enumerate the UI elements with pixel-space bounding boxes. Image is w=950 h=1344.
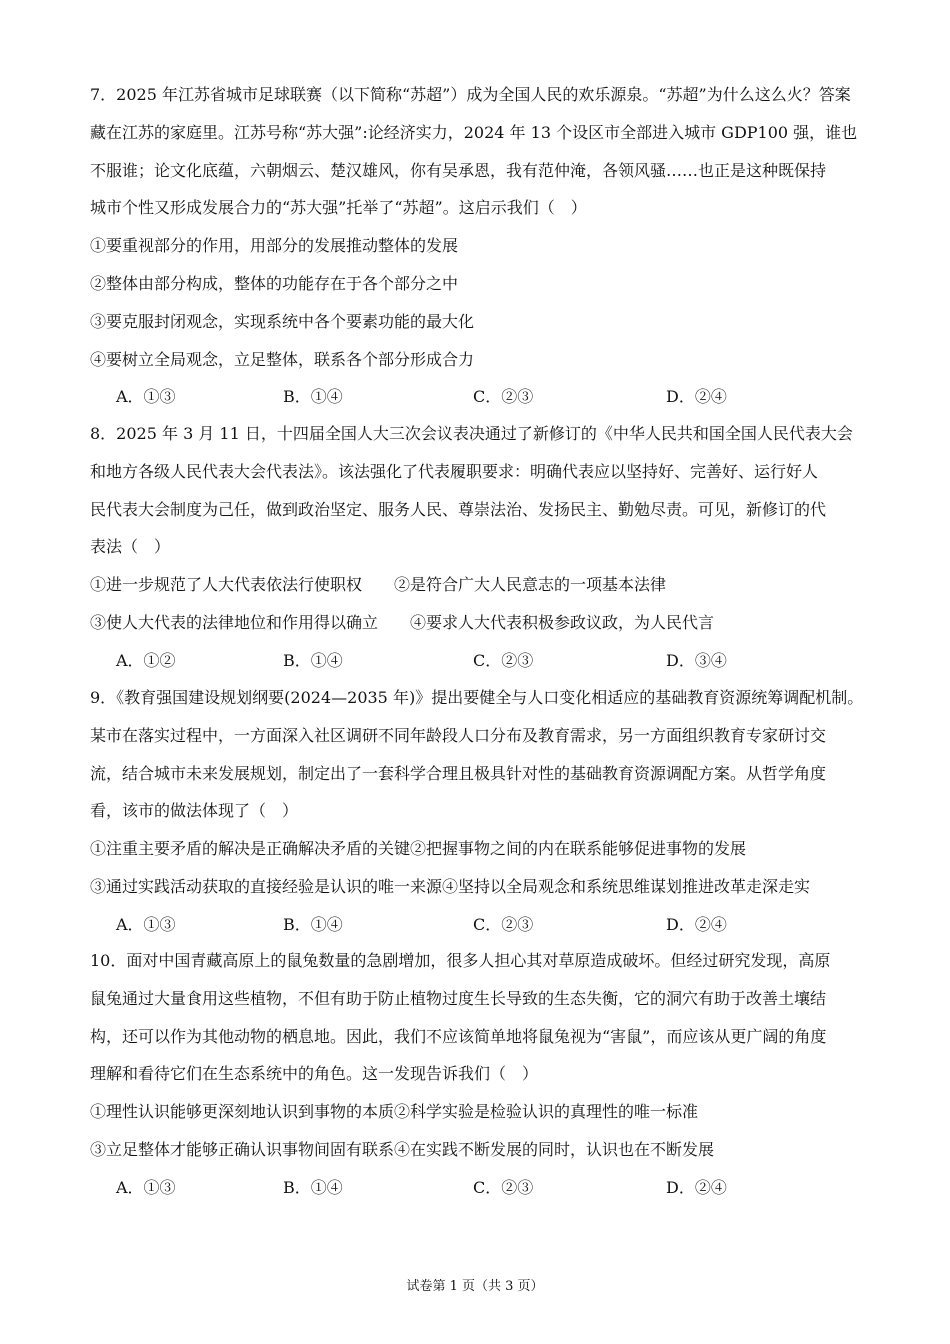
question-stem-line: 城市个性又形成发展合力的“苏大强”托举了“苏超”。这启示我们（ ） (90, 198, 587, 218)
statement-item: ③通过实践活动获取的直接经验是认识的唯一来源④坚持以全局观念和系统思维谋划推进改革走深走实 (90, 876, 811, 896)
statement-item: ③立足整体才能够正确认识事物间固有联系④在实践不断发展的同时，认识也在不断发展 (90, 1139, 715, 1159)
statement-item: ③要克服封闭观念，实现系统中各个要素功能的最大化 (90, 311, 475, 331)
question-7 (90, 76, 865, 416)
question-stem-line: 表法（ ） (90, 537, 171, 557)
question-9 (90, 679, 865, 944)
option-a[interactable]: A．①③ (116, 387, 176, 407)
question-stem-line: 10．面对中国青藏高原上的鼠兔数量的急剧增加，很多人担心其对草原造成破坏。但经过研究发现，高原 (90, 951, 831, 970)
option-a[interactable]: A．①② (116, 650, 176, 670)
statement-item: ①理性认识能够更深刻地认识到事物的本质②科学实验是检验认识的真理性的唯一标准 (90, 1102, 699, 1122)
statement-item: ④要树立全局观念，立足整体，联系各个部分形成合力 (90, 349, 475, 369)
answer-options (90, 378, 865, 416)
option-d[interactable]: D．③④ (666, 650, 727, 670)
option-a[interactable]: A．①③ (116, 914, 176, 934)
question-stem-line: 构，还可以作为其他动物的栖息地。因此，我们不应该简单地将鼠兔视为“害鼠”，而应该从更广阔的角度 (90, 1026, 827, 1046)
option-c[interactable]: C．②③ (473, 387, 534, 407)
option-c[interactable]: C．②③ (473, 1177, 534, 1197)
answer-options (90, 1169, 865, 1207)
statement-item: ①进一步规范了人大代表依法行使职权 ②是符合广大人民意志的一项基本法律 (90, 575, 667, 595)
question-10 (90, 942, 865, 1207)
question-stem-line: 藏在江苏的家庭里。江苏号称“苏大强”:论经济实力，2024 年 13 个设区市全部进入城市 GDP100 强，谁也 (90, 122, 858, 142)
question-stem-line: 和地方各级人民代表大会代表法》。该法强化了代表履职要求：明确代表应以坚持好、完善好、运行好人 (90, 461, 819, 481)
option-b[interactable]: B．①④ (283, 650, 343, 670)
question-stem-line: 7．2025 年江苏省城市足球联赛（以下简称“苏超”）成为全国人民的欢乐源泉。“苏超”为什么这么火？答案 (90, 85, 851, 104)
question-stem-line: 8．2025 年 3 月 11 日，十四届全国人大三次会议表决通过了新修订的《中华人民共和国全国人民代表大会 (90, 424, 853, 443)
option-d[interactable]: D．②④ (666, 914, 727, 934)
option-b[interactable]: B．①④ (283, 387, 343, 407)
question-stem-line: 理解和看待它们在生态系统中的角色。这一发现告诉我们（ ） (90, 1064, 539, 1084)
answer-options (90, 642, 865, 680)
statement-item: ②整体由部分构成，整体的功能存在于各个部分之中 (90, 273, 459, 293)
answer-options (90, 906, 865, 944)
option-b[interactable]: B．①④ (283, 1177, 343, 1197)
option-d[interactable]: D．②④ (666, 387, 727, 407)
question-stem-line: 鼠兔通过大量食用这些植物，不但有助于防止植物过度生长导致的生态失衡，它的洞穴有助于改善土壤结 (90, 988, 827, 1008)
option-b[interactable]: B．①④ (283, 914, 343, 934)
question-stem-line: 流，结合城市未来发展规划，制定出了一套科学合理且极具针对性的基础教育资源调配方案。从哲学角度 (90, 763, 827, 783)
statement-item: ③使人大代表的法律地位和作用得以确立 ④要求人大代表积极参政议政，为人民代言 (90, 612, 715, 632)
option-c[interactable]: C．②③ (473, 650, 534, 670)
option-d[interactable]: D．②④ (666, 1177, 727, 1197)
question-stem-line: 看，该市的做法体现了（ ） (90, 801, 299, 821)
question-stem-line: 不服谁；论文化底蕴，六朝烟云、楚汉雄风，你有吴承恩，我有范仲淹，各领风骚……也正是这种既保持 (90, 160, 827, 180)
question-stem-line: 某市在落实过程中，一方面深入社区调研不同年龄段人口分布及教育需求，另一方面组织教育专家研讨交 (90, 725, 827, 745)
statement-item: ①要重视部分的作用，用部分的发展推动整体的发展 (90, 236, 459, 256)
option-a[interactable]: A．①③ (116, 1177, 176, 1197)
page-footer: 试卷第 1 页（共 3 页） (406, 1279, 544, 1294)
statement-item: ①注重主要矛盾的解决是正确解决矛盾的关键②把握事物之间的内在联系能够促进事物的发展 (90, 839, 747, 859)
question-8 (90, 415, 865, 680)
question-stem-line: 民代表大会制度为己任，做到政治坚定、服务人民、尊崇法治、发扬民主、勤勉尽责。可见，新修订的代 (90, 499, 827, 519)
question-stem-line: 9．《教育强国建设规划纲要(2024—2035 年)》提出要健全与人口变化相适应的基础教育资源统筹调配机制。 (90, 688, 864, 707)
option-c[interactable]: C．②③ (473, 914, 534, 934)
